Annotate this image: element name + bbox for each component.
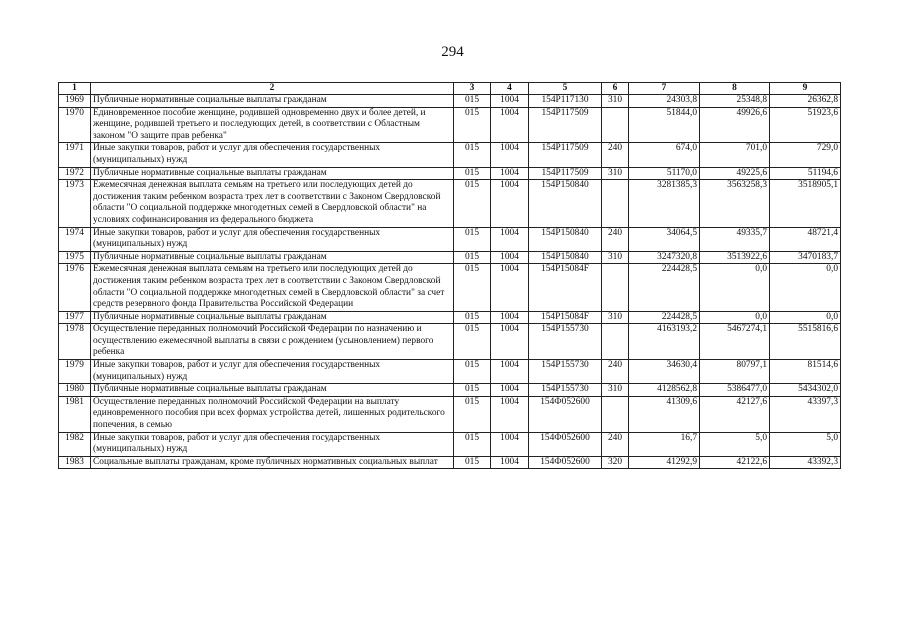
amount-col9-cell: 43392,3 <box>770 456 841 469</box>
amount-col9-cell: 5,0 <box>770 432 841 456</box>
table-row <box>59 227 841 251</box>
section-code-cell: 1004 <box>491 180 529 227</box>
amount-col9-cell: 0,0 <box>770 311 841 324</box>
amount-col8-cell: 49926,6 <box>700 107 770 143</box>
header-cell: 4 <box>491 83 529 95</box>
table-row <box>59 167 841 180</box>
amount-col7-cell: 4163193,2 <box>629 324 700 360</box>
expense-type-cell: 310 <box>602 311 629 324</box>
amount-col8-cell: 5386477,0 <box>700 384 770 397</box>
row-number-cell: 1974 <box>59 227 91 251</box>
row-name-cell: Иные закупки товаров, работ и услуг для обеспечения государственных (муниципальных) нужд <box>91 432 454 456</box>
amount-col8-cell: 80797,1 <box>700 360 770 384</box>
header-cell: 8 <box>700 83 770 95</box>
amount-col7-cell: 34064,5 <box>629 227 700 251</box>
section-code-cell: 1004 <box>491 432 529 456</box>
table-row <box>59 143 841 167</box>
row-number-cell: 1973 <box>59 180 91 227</box>
expense-type-cell: 310 <box>602 251 629 264</box>
expense-type-cell: 320 <box>602 456 629 469</box>
amount-col9-cell: 5434302,0 <box>770 384 841 397</box>
row-name-cell: Публичные нормативные социальные выплаты гражданам <box>91 311 454 324</box>
expense-type-cell: 240 <box>602 143 629 167</box>
row-number-cell: 1981 <box>59 396 91 432</box>
amount-col7-cell: 51170,0 <box>629 167 700 180</box>
target-article-cell: 154P15084F <box>529 311 602 324</box>
amount-col7-cell: 16,7 <box>629 432 700 456</box>
amount-col8-cell: 25348,8 <box>700 95 770 108</box>
target-article-cell: 154Ф052600 <box>529 456 602 469</box>
row-number-cell: 1980 <box>59 384 91 397</box>
amount-col8-cell: 42127,6 <box>700 396 770 432</box>
amount-col7-cell: 41292,9 <box>629 456 700 469</box>
target-article-cell: 154Ф052600 <box>529 432 602 456</box>
table-row <box>59 180 841 227</box>
expense-type-cell <box>602 324 629 360</box>
amount-col8-cell: 701,0 <box>700 143 770 167</box>
expense-type-cell: 310 <box>602 384 629 397</box>
section-code-cell: 1004 <box>491 384 529 397</box>
amount-col9-cell: 729,0 <box>770 143 841 167</box>
table-row <box>59 251 841 264</box>
row-number-cell: 1976 <box>59 264 91 311</box>
header-cell: 9 <box>770 83 841 95</box>
section-code-cell: 1004 <box>491 167 529 180</box>
row-name-cell: Публичные нормативные социальные выплаты гражданам <box>91 251 454 264</box>
budget-table <box>58 82 841 469</box>
amount-col9-cell: 3470183,7 <box>770 251 841 264</box>
amount-col8-cell: 3563258,3 <box>700 180 770 227</box>
header-cell: 3 <box>454 83 491 95</box>
amount-col9-cell: 51194,6 <box>770 167 841 180</box>
amount-col8-cell: 5,0 <box>700 432 770 456</box>
table-row <box>59 311 841 324</box>
row-name-cell: Осуществление переданных полномочий Российской Федерации по назначению и осуществлению ежемесячной выплаты в связи с рождением (усыновлением) первого ребенка <box>91 324 454 360</box>
amount-col7-cell: 224428,5 <box>629 264 700 311</box>
target-article-cell: 154P15084F <box>529 264 602 311</box>
department-code-cell: 015 <box>454 264 491 311</box>
table-row <box>59 456 841 469</box>
department-code-cell: 015 <box>454 251 491 264</box>
amount-col7-cell: 4128562,8 <box>629 384 700 397</box>
amount-col8-cell: 0,0 <box>700 311 770 324</box>
amount-col7-cell: 41309,6 <box>629 396 700 432</box>
amount-col9-cell: 81514,6 <box>770 360 841 384</box>
expense-type-cell: 310 <box>602 95 629 108</box>
table-row <box>59 95 841 108</box>
table-row <box>59 432 841 456</box>
row-name-cell: Ежемесячная денежная выплата семьям на третьего или последующих детей до достижения таким ребенком возраста трех лет в соответствии с Законом Свердловской области "О социальной поддержке многодетных семей в Свердловской области" на условиях софинансирования из федерального бюджета <box>91 180 454 227</box>
amount-col8-cell: 42122,6 <box>700 456 770 469</box>
target-article-cell: 154P117509 <box>529 143 602 167</box>
amount-col8-cell: 49335,7 <box>700 227 770 251</box>
department-code-cell: 015 <box>454 180 491 227</box>
amount-col8-cell: 5467274,1 <box>700 324 770 360</box>
row-number-cell: 1982 <box>59 432 91 456</box>
expense-type-cell: 310 <box>602 167 629 180</box>
table-row <box>59 264 841 311</box>
target-article-cell: 154P155730 <box>529 324 602 360</box>
section-code-cell: 1004 <box>491 324 529 360</box>
department-code-cell: 015 <box>454 143 491 167</box>
table-row <box>59 384 841 397</box>
section-code-cell: 1004 <box>491 311 529 324</box>
expense-type-cell: 240 <box>602 227 629 251</box>
amount-col9-cell: 48721,4 <box>770 227 841 251</box>
section-code-cell: 1004 <box>491 107 529 143</box>
target-article-cell: 154P150840 <box>529 227 602 251</box>
department-code-cell: 015 <box>454 167 491 180</box>
amount-col8-cell: 49225,6 <box>700 167 770 180</box>
table-row <box>59 360 841 384</box>
target-article-cell: 154P117509 <box>529 107 602 143</box>
row-name-cell: Публичные нормативные социальные выплаты гражданам <box>91 167 454 180</box>
row-number-cell: 1970 <box>59 107 91 143</box>
section-code-cell: 1004 <box>491 456 529 469</box>
row-number-cell: 1975 <box>59 251 91 264</box>
expense-type-cell: 240 <box>602 432 629 456</box>
header-cell: 1 <box>59 83 91 95</box>
amount-col9-cell: 0,0 <box>770 264 841 311</box>
department-code-cell: 015 <box>454 432 491 456</box>
row-number-cell: 1977 <box>59 311 91 324</box>
header-cell: 7 <box>629 83 700 95</box>
table-row <box>59 396 841 432</box>
target-article-cell: 154Ф052600 <box>529 396 602 432</box>
department-code-cell: 015 <box>454 360 491 384</box>
row-name-cell: Единовременное пособие женщине, родившей одновременно двух и более детей, и женщине, родившей третьего и последующих детей, в соответствии с Областным законом "О защите прав ребенка" <box>91 107 454 143</box>
department-code-cell: 015 <box>454 95 491 108</box>
row-name-cell: Публичные нормативные социальные выплаты гражданам <box>91 95 454 108</box>
department-code-cell: 015 <box>454 227 491 251</box>
section-code-cell: 1004 <box>491 95 529 108</box>
row-name-cell: Ежемесячная денежная выплата семьям на третьего или последующих детей до достижения таким ребенком возраста трех лет в соответствии с Законом Свердловской области "О социальной поддержке многодетных семей в Свердловской области" за счет средств резервного фонда Правительства Российской Федерации <box>91 264 454 311</box>
amount-col7-cell: 51844,0 <box>629 107 700 143</box>
amount-col7-cell: 3247320,8 <box>629 251 700 264</box>
row-name-cell: Иные закупки товаров, работ и услуг для обеспечения государственных (муниципальных) нужд <box>91 143 454 167</box>
row-number-cell: 1983 <box>59 456 91 469</box>
amount-col7-cell: 34630,4 <box>629 360 700 384</box>
row-number-cell: 1979 <box>59 360 91 384</box>
target-article-cell: 154P117509 <box>529 167 602 180</box>
row-name-cell: Иные закупки товаров, работ и услуг для обеспечения государственных (муниципальных) нужд <box>91 360 454 384</box>
header-cell: 6 <box>602 83 629 95</box>
expense-type-cell <box>602 107 629 143</box>
department-code-cell: 015 <box>454 311 491 324</box>
header-cell: 5 <box>529 83 602 95</box>
section-code-cell: 1004 <box>491 227 529 251</box>
row-name-cell: Осуществление переданных полномочий Российской Федерации на выплату единовременного пособия при всех формах устройства детей, лишенных родительского попечения, в семью <box>91 396 454 432</box>
department-code-cell: 015 <box>454 107 491 143</box>
section-code-cell: 1004 <box>491 251 529 264</box>
target-article-cell: 154P150840 <box>529 251 602 264</box>
row-name-cell: Социальные выплаты гражданам, кроме публичных нормативных социальных выплат <box>91 456 454 469</box>
header-row <box>59 83 841 95</box>
target-article-cell: 154P155730 <box>529 384 602 397</box>
section-code-cell: 1004 <box>491 396 529 432</box>
row-number-cell: 1978 <box>59 324 91 360</box>
target-article-cell: 154P155730 <box>529 360 602 384</box>
expense-type-cell <box>602 396 629 432</box>
expense-type-cell: 240 <box>602 360 629 384</box>
department-code-cell: 015 <box>454 396 491 432</box>
table-body <box>59 95 841 469</box>
amount-col8-cell: 3513922,6 <box>700 251 770 264</box>
department-code-cell: 015 <box>454 384 491 397</box>
amount-col9-cell: 43397,3 <box>770 396 841 432</box>
header-cell: 2 <box>91 83 454 95</box>
section-code-cell: 1004 <box>491 360 529 384</box>
row-number-cell: 1969 <box>59 95 91 108</box>
target-article-cell: 154P150840 <box>529 180 602 227</box>
department-code-cell: 015 <box>454 324 491 360</box>
department-code-cell: 015 <box>454 456 491 469</box>
amount-col7-cell: 24303,8 <box>629 95 700 108</box>
amount-col9-cell: 26362,8 <box>770 95 841 108</box>
target-article-cell: 154P117130 <box>529 95 602 108</box>
row-number-cell: 1971 <box>59 143 91 167</box>
row-number-cell: 1972 <box>59 167 91 180</box>
amount-col8-cell: 0,0 <box>700 264 770 311</box>
amount-col7-cell: 3281385,3 <box>629 180 700 227</box>
section-code-cell: 1004 <box>491 264 529 311</box>
amount-col7-cell: 674,0 <box>629 143 700 167</box>
section-code-cell: 1004 <box>491 143 529 167</box>
amount-col9-cell: 5515816,6 <box>770 324 841 360</box>
row-name-cell: Публичные нормативные социальные выплаты гражданам <box>91 384 454 397</box>
amount-col9-cell: 3518905,1 <box>770 180 841 227</box>
amount-col9-cell: 51923,6 <box>770 107 841 143</box>
row-name-cell: Иные закупки товаров, работ и услуг для обеспечения государственных (муниципальных) нужд <box>91 227 454 251</box>
expense-type-cell <box>602 180 629 227</box>
table-row <box>59 324 841 360</box>
amount-col7-cell: 224428,5 <box>629 311 700 324</box>
page-number: 294 <box>441 44 464 60</box>
expense-type-cell <box>602 264 629 311</box>
table-row <box>59 107 841 143</box>
